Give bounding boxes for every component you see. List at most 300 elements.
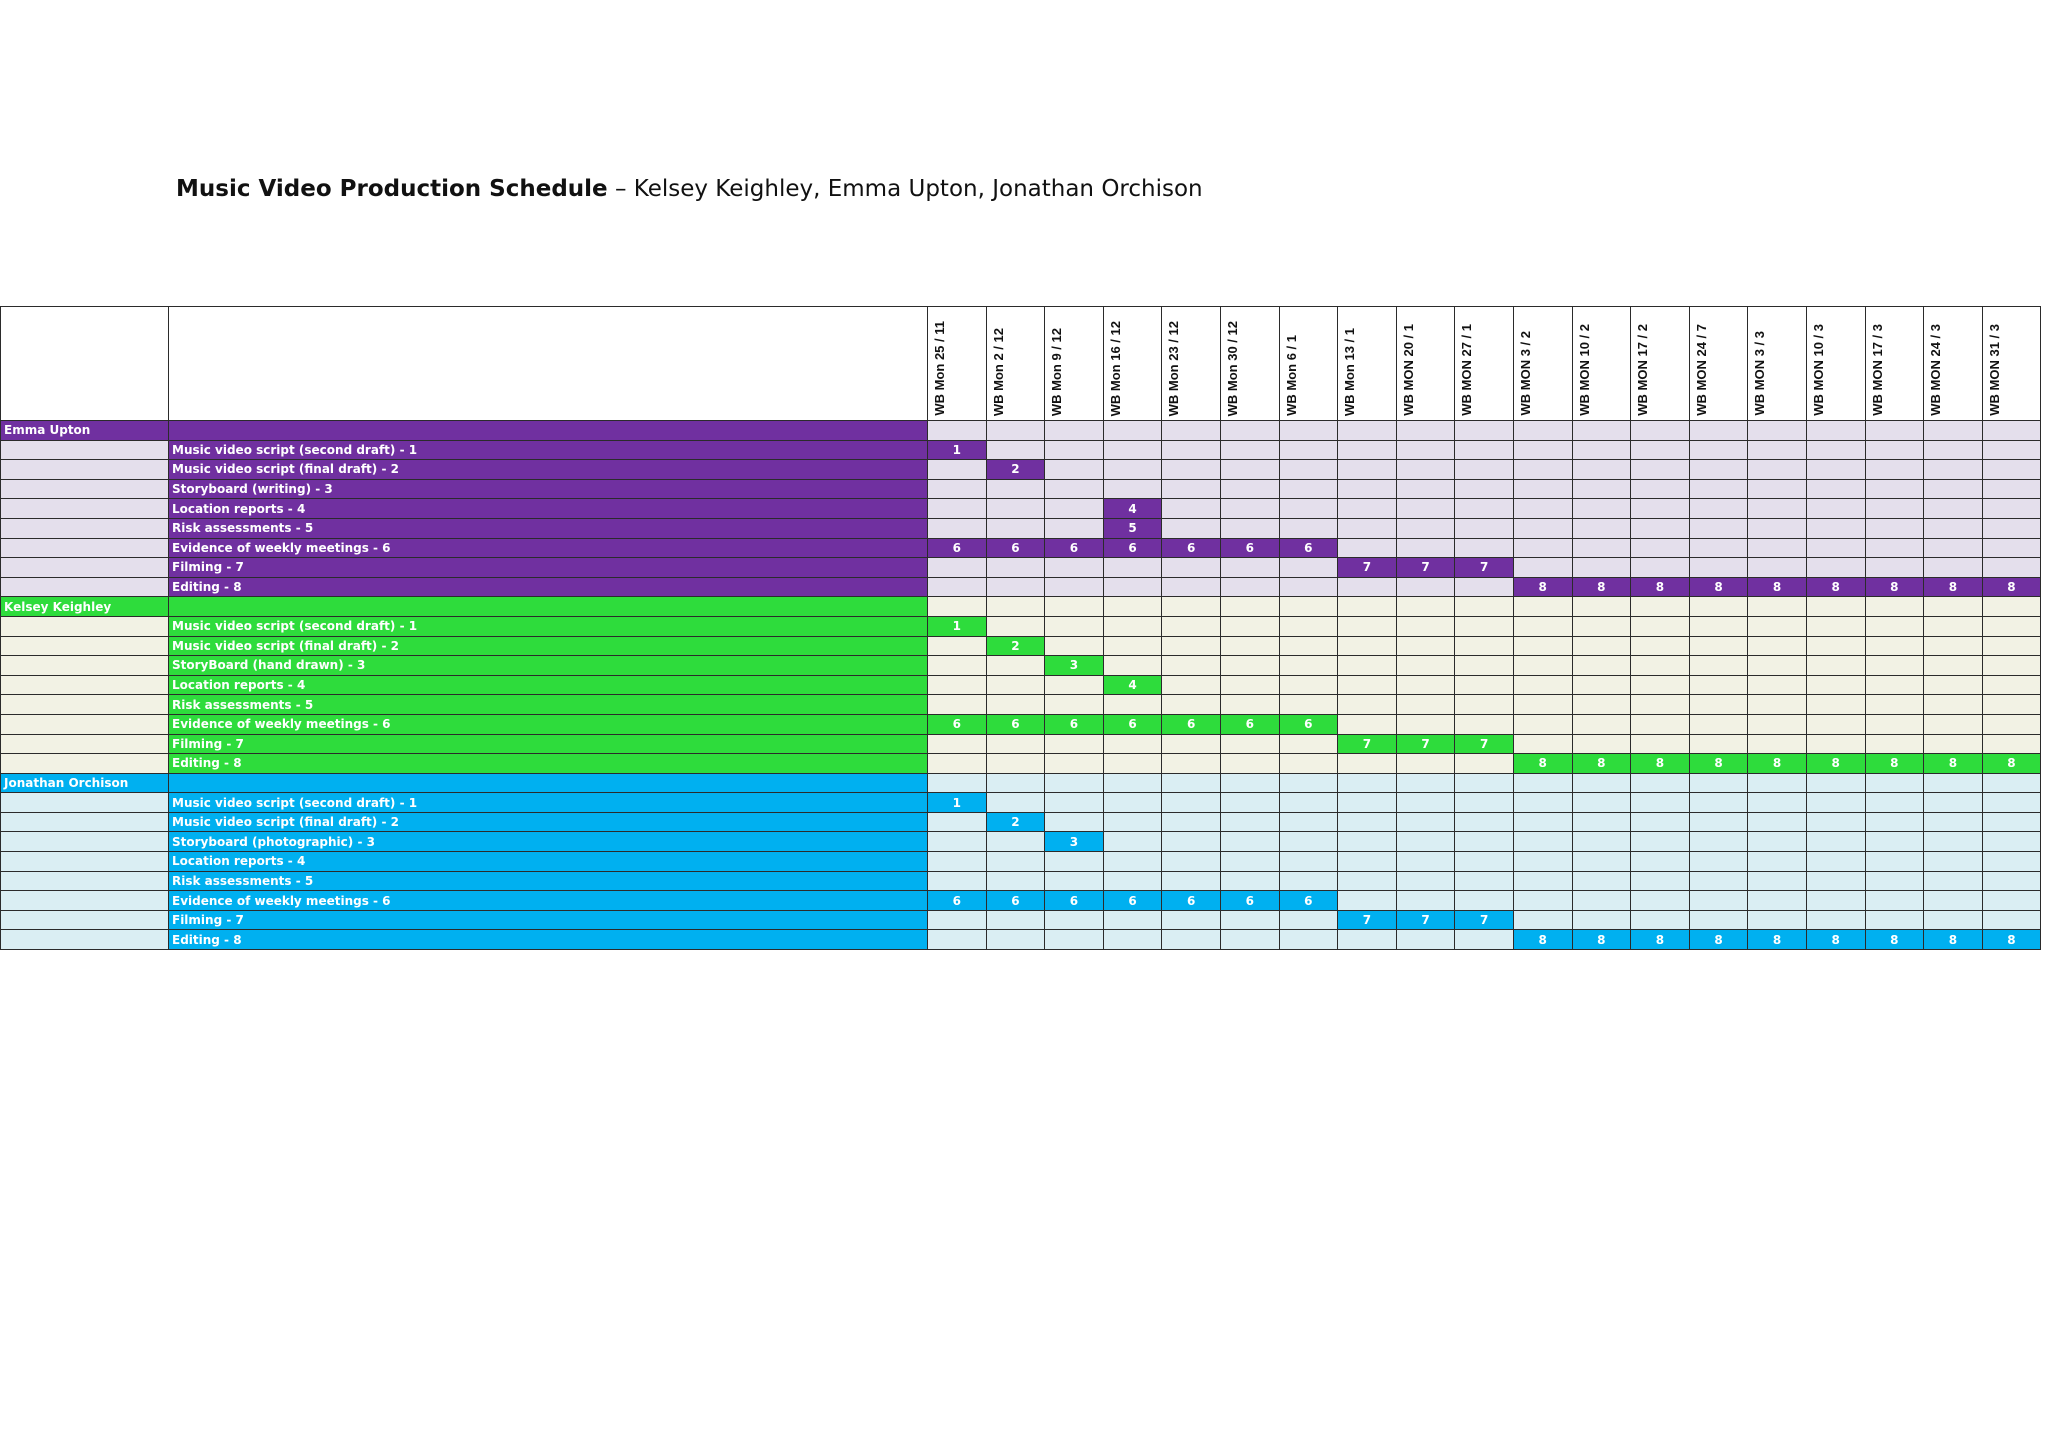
- week-cell: [1455, 675, 1514, 695]
- task-row: [1, 440, 2041, 460]
- week-cell: [1279, 616, 1338, 636]
- week-cell: [1162, 852, 1221, 872]
- week-cell: [1982, 479, 2041, 499]
- week-cell: [1748, 734, 1807, 754]
- scheduled-cell: 8: [1748, 930, 1807, 950]
- week-cell: [1631, 440, 1690, 460]
- week-cell: [1338, 871, 1397, 891]
- task-row: [1, 734, 2041, 754]
- week-cell: [1572, 714, 1631, 734]
- week-cell: [1279, 754, 1338, 774]
- person-task-blank: [169, 773, 928, 793]
- task-row: [1, 460, 2041, 480]
- week-cell: [1279, 636, 1338, 656]
- week-cell: [1338, 460, 1397, 480]
- week-cell: [1045, 793, 1104, 813]
- week-cell: [1513, 421, 1572, 441]
- week-cell: [1396, 636, 1455, 656]
- week-cell: [1045, 636, 1104, 656]
- week-cell: [1689, 852, 1748, 872]
- person-task-blank: [169, 597, 928, 617]
- week-cell: [1924, 656, 1983, 676]
- task-label: Filming - 7: [169, 910, 928, 930]
- week-cell: [928, 852, 987, 872]
- week-cell: [1162, 812, 1221, 832]
- task-label: Location reports - 4: [169, 852, 928, 872]
- week-cell: [1572, 891, 1631, 911]
- scheduled-cell: 8: [1982, 930, 2041, 950]
- task-owner-blank: [1, 675, 169, 695]
- week-cell: [1924, 558, 1983, 578]
- week-cell: [1806, 656, 1865, 676]
- week-cell: [1045, 910, 1104, 930]
- week-cell: [1924, 499, 1983, 519]
- week-cell: [1631, 734, 1690, 754]
- week-cell: [1220, 616, 1279, 636]
- week-cell: [1865, 832, 1924, 852]
- week-cell: [1689, 538, 1748, 558]
- week-cell: [1513, 852, 1572, 872]
- week-cell: [1924, 616, 1983, 636]
- task-label: Location reports - 4: [169, 675, 928, 695]
- week-label: WB MON 24 / 3: [1928, 324, 1944, 416]
- week-cell: [1865, 656, 1924, 676]
- week-cell: [1513, 479, 1572, 499]
- week-cell: [1220, 636, 1279, 656]
- week-cell: [1220, 577, 1279, 597]
- week-cell: [1748, 891, 1807, 911]
- week-cell: [1162, 930, 1221, 950]
- week-cell: [1924, 460, 1983, 480]
- week-cell: [1748, 910, 1807, 930]
- week-cell: [1338, 852, 1397, 872]
- week-cell: [1982, 499, 2041, 519]
- task-label: Music video script (final draft) - 2: [169, 460, 928, 480]
- week-cell: [1279, 930, 1338, 950]
- week-cell: [1689, 871, 1748, 891]
- week-cell: [1338, 421, 1397, 441]
- week-cell: [1513, 695, 1572, 715]
- week-cell: [1572, 636, 1631, 656]
- week-cell: [1045, 421, 1104, 441]
- week-cell: [1924, 695, 1983, 715]
- week-cell: [928, 597, 987, 617]
- scheduled-cell: 8: [1865, 577, 1924, 597]
- week-cell: [1279, 695, 1338, 715]
- week-cell: [1982, 812, 2041, 832]
- task-row: [1, 852, 2041, 872]
- week-cell: [1865, 460, 1924, 480]
- week-cell: [1279, 832, 1338, 852]
- week-cell: [1455, 577, 1514, 597]
- week-cell: [1455, 460, 1514, 480]
- week-cell: [1689, 695, 1748, 715]
- week-cell: [1924, 636, 1983, 656]
- week-cell: [1924, 675, 1983, 695]
- week-cell: [928, 460, 987, 480]
- week-cell: [1396, 675, 1455, 695]
- scheduled-cell: 8: [1748, 577, 1807, 597]
- scheduled-cell: 8: [1689, 577, 1748, 597]
- week-cell: [1396, 597, 1455, 617]
- task-owner-blank: [1, 812, 169, 832]
- week-cell: [1162, 910, 1221, 930]
- week-cell: [928, 518, 987, 538]
- scheduled-cell: 8: [1689, 930, 1748, 950]
- week-cell: [986, 499, 1045, 519]
- week-cell: [1103, 636, 1162, 656]
- task-label: Music video script (second draft) - 1: [169, 793, 928, 813]
- week-cell: [1572, 675, 1631, 695]
- week-cell: [1338, 773, 1397, 793]
- week-header: [1924, 307, 1983, 421]
- week-header: [1748, 307, 1807, 421]
- week-cell: [1220, 440, 1279, 460]
- scheduled-cell: 8: [1513, 930, 1572, 950]
- task-row: [1, 656, 2041, 676]
- week-cell: [1338, 695, 1397, 715]
- week-cell: [1338, 675, 1397, 695]
- week-cell: [986, 675, 1045, 695]
- week-cell: [928, 930, 987, 950]
- week-cell: [1513, 910, 1572, 930]
- week-cell: [1806, 597, 1865, 617]
- week-cell: [1513, 793, 1572, 813]
- week-cell: [1338, 479, 1397, 499]
- task-row: [1, 577, 2041, 597]
- week-cell: [1396, 479, 1455, 499]
- week-cell: [1279, 597, 1338, 617]
- week-cell: [1455, 832, 1514, 852]
- week-cell: [1103, 656, 1162, 676]
- title-rest: – Kelsey Keighley, Emma Upton, Jonathan Orchison: [607, 176, 1203, 202]
- week-cell: [1631, 793, 1690, 813]
- task-label: Editing - 8: [169, 754, 928, 774]
- week-cell: [1572, 421, 1631, 441]
- week-cell: [1220, 754, 1279, 774]
- scheduled-cell: 3: [1045, 656, 1104, 676]
- week-cell: [1572, 518, 1631, 538]
- week-label: WB Mon 13 / 1: [1342, 327, 1358, 416]
- week-cell: [1162, 440, 1221, 460]
- week-cell: [1572, 695, 1631, 715]
- week-cell: [1572, 910, 1631, 930]
- week-cell: [1396, 891, 1455, 911]
- week-cell: [1162, 871, 1221, 891]
- scheduled-cell: 8: [1982, 577, 2041, 597]
- task-row: [1, 930, 2041, 950]
- week-label: WB MON 17 / 2: [1635, 324, 1651, 416]
- week-cell: [928, 695, 987, 715]
- week-cell: [1513, 773, 1572, 793]
- week-cell: [1338, 754, 1397, 774]
- week-cell: [1162, 558, 1221, 578]
- week-cell: [1689, 656, 1748, 676]
- week-label: WB MON 31 / 3: [1986, 324, 2002, 416]
- week-cell: [1982, 793, 2041, 813]
- week-cell: [1396, 930, 1455, 950]
- week-cell: [1396, 460, 1455, 480]
- week-cell: [1338, 832, 1397, 852]
- week-cell: [1103, 793, 1162, 813]
- week-cell: [1689, 734, 1748, 754]
- week-cell: [1103, 440, 1162, 460]
- scheduled-cell: 8: [1982, 754, 2041, 774]
- person-row: [1, 773, 2041, 793]
- week-cell: [1748, 656, 1807, 676]
- week-cell: [1982, 695, 2041, 715]
- week-cell: [1045, 852, 1104, 872]
- week-cell: [1631, 675, 1690, 695]
- week-cell: [1806, 479, 1865, 499]
- week-label: WB Mon 6 / 1: [1283, 335, 1299, 416]
- week-cell: [1103, 421, 1162, 441]
- week-cell: [1924, 597, 1983, 617]
- week-cell: [1572, 479, 1631, 499]
- scheduled-cell: 7: [1338, 558, 1397, 578]
- week-cell: [1748, 421, 1807, 441]
- week-cell: [986, 656, 1045, 676]
- scheduled-cell: 8: [1631, 577, 1690, 597]
- week-label: WB Mon 9 / 12: [1049, 327, 1065, 416]
- scheduled-cell: 8: [1806, 754, 1865, 774]
- task-owner-blank: [1, 538, 169, 558]
- week-cell: [1689, 421, 1748, 441]
- week-cell: [1220, 558, 1279, 578]
- week-cell: [1338, 656, 1397, 676]
- scheduled-cell: 6: [928, 538, 987, 558]
- week-cell: [1982, 910, 2041, 930]
- week-cell: [1982, 538, 2041, 558]
- scheduled-cell: 6: [1220, 891, 1279, 911]
- scheduled-cell: 8: [1806, 577, 1865, 597]
- week-cell: [1220, 734, 1279, 754]
- week-cell: [1279, 871, 1338, 891]
- scheduled-cell: 8: [1572, 930, 1631, 950]
- week-cell: [1689, 832, 1748, 852]
- task-row: [1, 714, 2041, 734]
- scheduled-cell: 8: [1631, 930, 1690, 950]
- person-task-blank: [169, 421, 928, 441]
- week-cell: [1631, 499, 1690, 519]
- week-cell: [1631, 538, 1690, 558]
- week-cell: [1631, 421, 1690, 441]
- task-label: Evidence of weekly meetings - 6: [169, 538, 928, 558]
- week-label: WB Mon 25 / 11: [932, 321, 947, 416]
- week-cell: [1748, 558, 1807, 578]
- scheduled-cell: 7: [1455, 558, 1514, 578]
- week-cell: [1689, 812, 1748, 832]
- scheduled-cell: 8: [1865, 930, 1924, 950]
- week-cell: [1865, 773, 1924, 793]
- week-cell: [1279, 656, 1338, 676]
- week-cell: [1396, 440, 1455, 460]
- week-cell: [1806, 793, 1865, 813]
- task-owner-blank: [1, 616, 169, 636]
- week-cell: [1865, 871, 1924, 891]
- week-cell: [1865, 695, 1924, 715]
- week-cell: [1748, 479, 1807, 499]
- week-cell: [1103, 773, 1162, 793]
- task-label: Editing - 8: [169, 930, 928, 950]
- week-cell: [1748, 460, 1807, 480]
- week-cell: [1689, 479, 1748, 499]
- week-cell: [1865, 910, 1924, 930]
- week-cell: [1396, 695, 1455, 715]
- week-cell: [1865, 891, 1924, 911]
- scheduled-cell: 8: [1572, 577, 1631, 597]
- scheduled-cell: 6: [1220, 714, 1279, 734]
- scheduled-cell: 8: [1631, 754, 1690, 774]
- task-owner-blank: [1, 577, 169, 597]
- scheduled-cell: 6: [1162, 714, 1221, 734]
- week-cell: [1103, 930, 1162, 950]
- week-cell: [1162, 460, 1221, 480]
- week-label: WB MON 3 / 3: [1752, 331, 1768, 416]
- week-cell: [1162, 656, 1221, 676]
- person-name: Jonathan Orchison: [1, 773, 169, 793]
- week-cell: [986, 832, 1045, 852]
- week-cell: [1162, 597, 1221, 617]
- week-cell: [1455, 714, 1514, 734]
- scheduled-cell: 6: [1279, 714, 1338, 734]
- week-cell: [1689, 440, 1748, 460]
- task-row: [1, 695, 2041, 715]
- week-cell: [1045, 616, 1104, 636]
- week-cell: [928, 558, 987, 578]
- week-cell: [1865, 479, 1924, 499]
- scheduled-cell: 6: [986, 714, 1045, 734]
- week-cell: [1806, 891, 1865, 911]
- week-cell: [1455, 793, 1514, 813]
- week-cell: [1982, 616, 2041, 636]
- week-cell: [1045, 479, 1104, 499]
- week-cell: [1045, 871, 1104, 891]
- task-owner-blank: [1, 518, 169, 538]
- week-cell: [928, 636, 987, 656]
- week-cell: [928, 754, 987, 774]
- week-cell: [1396, 616, 1455, 636]
- week-cell: [1748, 871, 1807, 891]
- task-row: [1, 754, 2041, 774]
- week-cell: [1572, 460, 1631, 480]
- week-cell: [1982, 773, 2041, 793]
- week-cell: [1513, 616, 1572, 636]
- week-cell: [1162, 421, 1221, 441]
- week-cell: [1513, 714, 1572, 734]
- week-cell: [1279, 793, 1338, 813]
- week-cell: [1338, 440, 1397, 460]
- scheduled-cell: 8: [1924, 754, 1983, 774]
- week-cell: [1279, 852, 1338, 872]
- task-row: [1, 616, 2041, 636]
- task-row: [1, 793, 2041, 813]
- task-label: Storyboard (photographic) - 3: [169, 832, 928, 852]
- week-cell: [1338, 499, 1397, 519]
- week-cell: [1162, 499, 1221, 519]
- scheduled-cell: 8: [1865, 754, 1924, 774]
- week-cell: [986, 695, 1045, 715]
- week-cell: [1396, 714, 1455, 734]
- week-label: WB Mon 30 / 12: [1224, 320, 1240, 416]
- week-cell: [1689, 675, 1748, 695]
- week-header: [1631, 307, 1690, 421]
- week-header-row: [1, 307, 2041, 421]
- week-cell: [1924, 832, 1983, 852]
- week-cell: [1631, 812, 1690, 832]
- week-cell: [1455, 518, 1514, 538]
- week-cell: [1982, 636, 2041, 656]
- week-cell: [928, 421, 987, 441]
- week-cell: [1689, 518, 1748, 538]
- week-header: [1513, 307, 1572, 421]
- task-row: [1, 499, 2041, 519]
- scheduled-cell: 6: [1220, 538, 1279, 558]
- task-label: Filming - 7: [169, 734, 928, 754]
- task-owner-blank: [1, 871, 169, 891]
- week-cell: [1162, 636, 1221, 656]
- week-cell: [1572, 499, 1631, 519]
- week-cell: [1982, 714, 2041, 734]
- week-header: [1103, 307, 1162, 421]
- week-cell: [1045, 499, 1104, 519]
- week-cell: [1396, 421, 1455, 441]
- week-cell: [1748, 440, 1807, 460]
- week-header: [1455, 307, 1514, 421]
- week-cell: [1338, 616, 1397, 636]
- week-cell: [986, 871, 1045, 891]
- scheduled-cell: 6: [1279, 538, 1338, 558]
- scheduled-cell: 3: [1045, 832, 1104, 852]
- week-cell: [1045, 675, 1104, 695]
- week-cell: [1455, 930, 1514, 950]
- week-cell: [1631, 871, 1690, 891]
- week-cell: [1572, 812, 1631, 832]
- week-cell: [1279, 558, 1338, 578]
- week-cell: [1982, 852, 2041, 872]
- week-cell: [986, 558, 1045, 578]
- week-cell: [1631, 460, 1690, 480]
- week-cell: [1279, 440, 1338, 460]
- week-header: [986, 307, 1045, 421]
- week-cell: [1513, 832, 1572, 852]
- week-cell: [1806, 812, 1865, 832]
- week-cell: [1279, 577, 1338, 597]
- task-owner-blank: [1, 440, 169, 460]
- person-name: Emma Upton: [1, 421, 169, 441]
- week-label: WB MON 24 / 7: [1693, 324, 1709, 416]
- week-cell: [1689, 714, 1748, 734]
- week-cell: [1220, 499, 1279, 519]
- week-cell: [1982, 558, 2041, 578]
- week-cell: [1572, 440, 1631, 460]
- week-cell: [1396, 656, 1455, 676]
- week-header: [1338, 307, 1397, 421]
- week-cell: [1631, 479, 1690, 499]
- task-owner-blank: [1, 891, 169, 911]
- week-header: [1396, 307, 1455, 421]
- task-row: [1, 558, 2041, 578]
- task-label: Music video script (second draft) - 1: [169, 440, 928, 460]
- week-cell: [1220, 793, 1279, 813]
- scheduled-cell: 1: [928, 440, 987, 460]
- week-cell: [1572, 832, 1631, 852]
- week-cell: [1162, 675, 1221, 695]
- week-cell: [928, 910, 987, 930]
- week-cell: [986, 734, 1045, 754]
- task-label: Location reports - 4: [169, 499, 928, 519]
- scheduled-cell: 1: [928, 793, 987, 813]
